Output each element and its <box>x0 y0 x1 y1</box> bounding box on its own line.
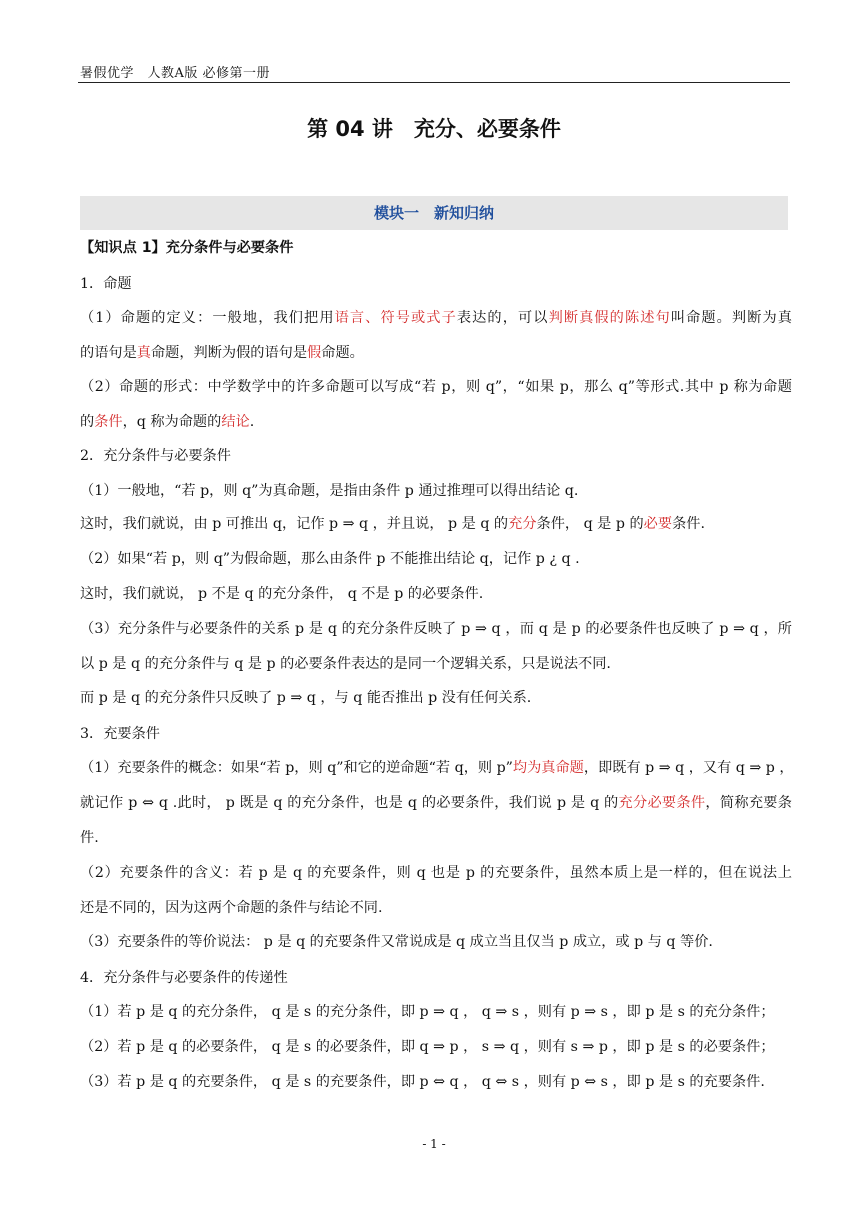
highlight-text: 判断真假的陈述句 <box>548 310 671 326</box>
paragraph-line: （1）一般地，“若 p，则 q”为真命题，是指由条件 p 通过推理可以得出结论 q. <box>80 483 579 499</box>
paragraph-line <box>80 412 792 432</box>
highlight-text: 充分必要条件 <box>618 795 706 811</box>
section-heading: 2．充分条件与必要条件 <box>80 448 231 464</box>
text-span: 条件. <box>672 516 705 532</box>
text-span: 就记作 p ⇔ q .此时， p 既是 q 的充分条件，也是 q 的必要条件，我们说 p 是 q 的 <box>80 795 619 811</box>
text-span: ，即既有 p ⇒ q ，又有 q ⇒ p ， <box>583 760 794 776</box>
highlight-text: 结论 <box>221 414 250 430</box>
paragraph-line <box>80 308 792 328</box>
paragraph-line: 以 p 是 q 的充分条件与 q 是 p 的必要条件表达的是同一个逻辑关系，只是说法不同. <box>80 656 611 672</box>
paragraph-line: 还是不同的，因为这两个命题的条件与结论不同. <box>80 900 383 916</box>
text-span: 条件， q 是 p 的 <box>536 516 644 532</box>
text-span: 表达的，可以 <box>456 310 549 326</box>
paragraph-line: 件. <box>80 830 99 846</box>
highlight-text: 必要 <box>643 516 673 532</box>
paragraph-line: 而 p 是 q 的充分条件只反映了 p ⇒ q ，与 q 能否推出 p 没有任何关系. <box>80 690 532 706</box>
page-title: 第 04 讲 充分、必要条件 <box>307 117 561 141</box>
text-span: 命题，判断为假的语句是 <box>150 345 308 361</box>
highlight-text: 语言、符号或式子 <box>334 310 457 326</box>
text-span: ，q 称为命题的 <box>122 414 222 430</box>
section-heading: 1．命题 <box>80 276 132 292</box>
paragraph-line <box>80 793 792 813</box>
knowledge-point-heading: 【知识点 1】充分条件与必要条件 <box>80 240 294 256</box>
paragraph-line: （2）命题的形式：中学数学中的许多命题可以写成“若 p，则 q”，“如果 p，那么 q”等形式.其中 p 称为命题 <box>80 379 792 395</box>
highlight-text: 真 <box>136 345 151 361</box>
text-span: 的语句是 <box>80 345 137 361</box>
text-span: 这时，我们就说，由 p 可推出 q，记作 p ⇒ q ，并且说， p 是 q 的 <box>80 516 509 532</box>
text-span: 命题。 <box>321 345 364 361</box>
section-heading: 4．充分条件与必要条件的传递性 <box>80 970 288 986</box>
text-span: . <box>249 414 255 430</box>
text-span: （1）命题的定义：一般地，我们把用 <box>80 310 335 326</box>
paragraph-line: 这时，我们就说， p 不是 q 的充分条件， q 不是 p 的必要条件. <box>80 586 484 602</box>
text-span: 的 <box>80 414 95 430</box>
paragraph-line: （3）充要条件的等价说法： p 是 q 的充要条件又常说成是 q 成立当且仅当 p 成立，或 p 与 q 等价. <box>80 934 713 950</box>
document-header: 暑假优学 人教A版 必修第一册 <box>80 66 271 81</box>
paragraph-line: （2）若 p 是 q 的必要条件， q 是 s 的必要条件，即 q ⇒ p ， s ⇒ q ，则有 s ⇒ p ，即 p 是 s 的必要条件； <box>80 1039 775 1055</box>
highlight-text: 均为真命题 <box>512 760 584 776</box>
header-rule <box>78 82 790 83</box>
paragraph-line: （3）若 p 是 q 的充要条件， q 是 s 的充要条件，即 p ⇔ q ， q ⇔ s ，则有 p ⇔ s ，即 p 是 s 的充要条件. <box>80 1074 765 1090</box>
paragraph-line <box>80 514 792 534</box>
paragraph-line: （3）充分条件与必要条件的关系 p 是 q 的充分条件反映了 p ⇒ q ，而 q 是 p 的必要条件也反映了 p ⇒ q ，所 <box>80 621 792 637</box>
highlight-text: 充分 <box>508 516 537 532</box>
section-heading: 3．充要条件 <box>80 726 160 742</box>
paragraph-line <box>80 343 792 363</box>
text-span: 叫命题。判断为真 <box>670 310 792 326</box>
highlight-text: 假 <box>307 345 322 361</box>
highlight-text: 条件 <box>94 414 123 430</box>
text-span: （1）充要条件的概念：如果“若 p，则 q”和它的逆命题“若 q，则 p” <box>80 760 513 776</box>
paragraph-line: （2）充要条件的含义：若 p 是 q 的充要条件，则 q 也是 p 的充要条件，虽然本质上是一样的，但在说法上 <box>80 865 792 881</box>
paragraph-line: （1）若 p 是 q 的充分条件， q 是 s 的充分条件，即 p ⇒ q ， q ⇒ s ，则有 p ⇒ s ，即 p 是 s 的充分条件； <box>80 1004 775 1020</box>
paragraph-line: （2）如果“若 p，则 q”为假命题，那么由条件 p 不能推出结论 q，记作 p ¿ q . <box>80 551 580 567</box>
paragraph-line <box>80 758 792 778</box>
text-span: ，简称充要条 <box>705 795 792 811</box>
page-number: - 1 - <box>422 1137 446 1151</box>
module-banner: 模块一 新知归纳 <box>80 196 788 230</box>
